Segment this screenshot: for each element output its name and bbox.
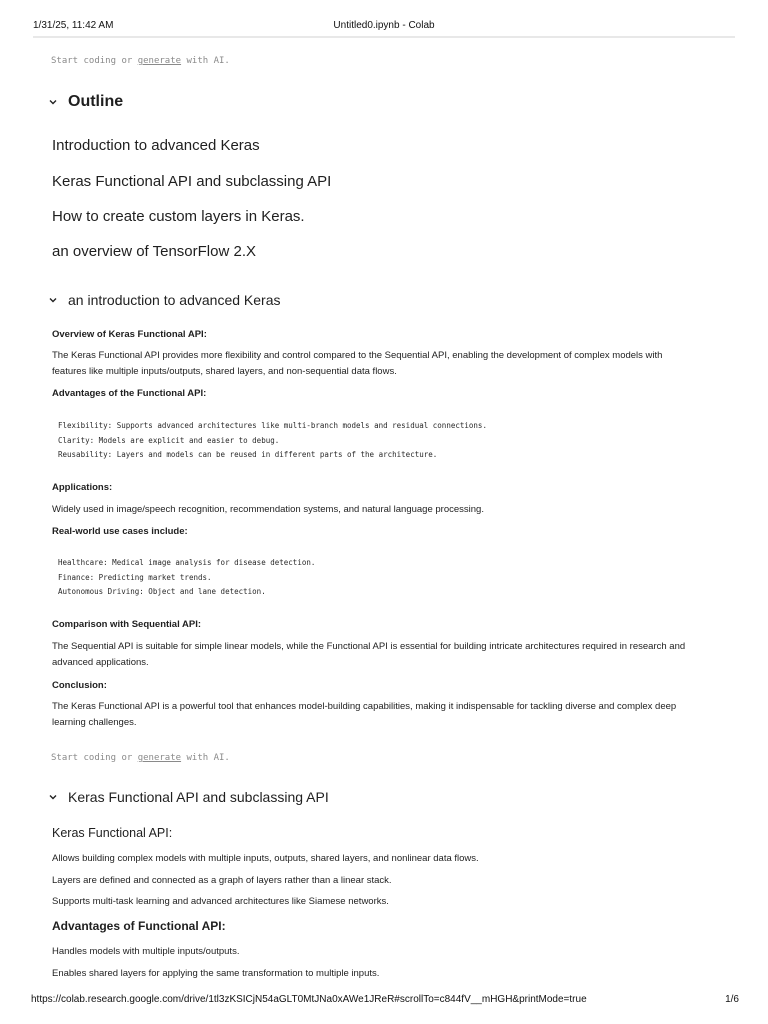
outline-item: Introduction to advanced Keras: [52, 137, 260, 154]
list-item: Supports multi-task learning and advanced architectures like Siamese networks.: [52, 896, 389, 907]
advantages-list: [58, 421, 487, 465]
comparison-heading: Comparison with Sequential API:: [52, 619, 202, 630]
advantages-heading: Advantages of the Functional API:: [52, 388, 207, 399]
outline-item: an overview of TensorFlow 2.X: [52, 243, 256, 260]
list-item: Handles models with multiple inputs/outputs.: [52, 946, 240, 957]
outline-heading: Outline: [68, 93, 124, 110]
page-url: https://colab.research.google.com/drive/1tl3zKSICjN54aGLT0MtJNa0xAWe1JReR#scrollTo=c844fV__mHGH&printMode=true: [31, 994, 587, 1005]
code-cell-suffix: with AI.: [181, 56, 230, 66]
print-page-title: Untitled0.ipynb - Colab: [333, 20, 435, 31]
functional-api-title: Keras Functional API:: [52, 826, 173, 840]
list-item: Flexibility: Supports advanced architectures like multi-branch models and residual connections.: [58, 421, 487, 430]
print-footer: [0, 994, 768, 1008]
list-item: Layers are defined and connected as a graph of layers rather than a linear stack.: [52, 875, 392, 886]
print-header: [0, 20, 768, 34]
generate-link[interactable]: generate: [137, 753, 182, 763]
comparison-text: The Sequential API is suitable for simple linear models, while the Functional API is essential for building intricate architectures required in research and advanced applications.: [52, 641, 686, 668]
list-item: Finance: Predicting market trends.: [58, 572, 212, 582]
empty-code-cell[interactable]: [51, 56, 230, 66]
code-cell-suffix: with AI.: [181, 753, 230, 763]
usecases-heading: Real-world use cases include:: [52, 526, 188, 537]
section2-header[interactable]: [48, 789, 329, 805]
applications-heading: Applications:: [52, 482, 113, 493]
outline-item: How to create custom layers in Keras.: [52, 208, 305, 225]
functional-advantages-heading: Advantages of Functional API:: [52, 919, 226, 933]
empty-code-cell[interactable]: [51, 753, 230, 763]
outline-item: Keras Functional API and subclassing API: [52, 173, 332, 190]
list-item: Healthcare: Medical image analysis for disease detection.: [58, 558, 316, 567]
list-item: Enables shared layers for applying the same transformation to multiple inputs.: [52, 968, 380, 979]
list-item: Clarity: Models are explicit and easier to debug.: [58, 435, 280, 445]
conclusion-heading: Conclusion:: [52, 680, 107, 691]
usecases-list: [58, 558, 315, 602]
outline-section-header[interactable]: [48, 93, 123, 111]
conclusion-text: The Keras Functional API is a powerful tool that enhances model-building capabilities, making it indispensable for tackling diverse and complex deep learning challenges.: [52, 701, 677, 728]
header-divider: [33, 36, 735, 38]
list-item: Reusability: Layers and models can be reused in different parts of the architecture.: [58, 450, 438, 459]
section1-heading: an introduction to advanced Keras: [68, 292, 281, 308]
code-cell-prompt: Start coding or: [51, 753, 138, 763]
chevron-down-icon[interactable]: [48, 97, 58, 107]
section1-header[interactable]: [48, 292, 280, 308]
generate-link[interactable]: generate: [137, 56, 182, 66]
code-cell-prompt: Start coding or: [51, 56, 138, 66]
chevron-down-icon[interactable]: [48, 792, 58, 802]
overview-heading: Overview of Keras Functional API:: [52, 329, 207, 340]
applications-text: Widely used in image/speech recognition, recommendation systems, and natural language processing.: [52, 504, 484, 515]
chevron-down-icon[interactable]: [48, 295, 58, 305]
section2-heading: Keras Functional API and subclassing API: [68, 789, 329, 805]
list-item: Autonomous Driving: Object and lane detection.: [58, 587, 266, 596]
print-datetime: 1/31/25, 11:42 AM: [33, 20, 114, 31]
list-item: Allows building complex models with multiple inputs, outputs, shared layers, and nonlinear data flows.: [52, 853, 479, 864]
overview-text: The Keras Functional API provides more flexibility and control compared to the Sequential API, enabling the development of complex models with features like multiple inputs/outputs, shared layers, and non-sequential data flows.: [52, 350, 663, 377]
page-number: 1/6: [725, 994, 739, 1005]
